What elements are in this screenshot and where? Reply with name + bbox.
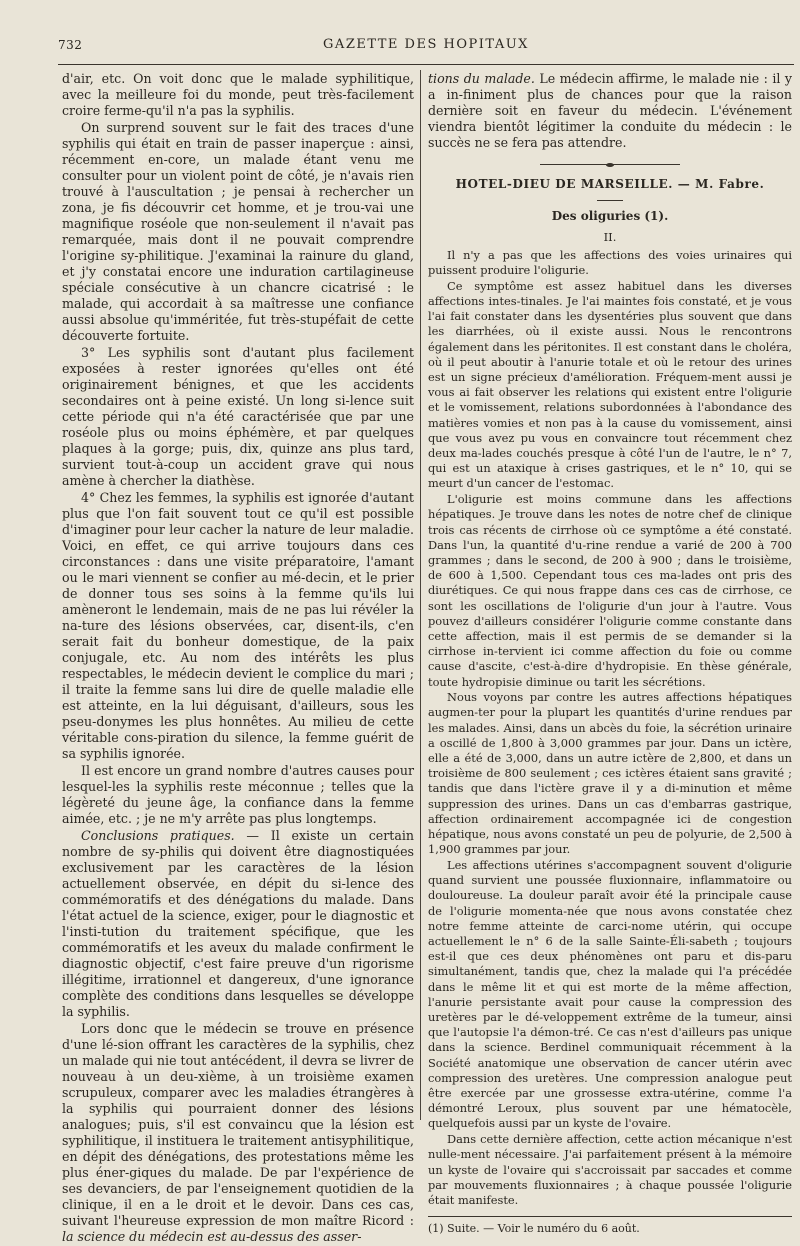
paragraph: Il est encore un grand nombre d'autres causes pour lesquel-les la syphilis reste méconnue ; telles que la légèreté du jeune âge, la confiance dans la femme aimée, etc. ; je ne m'y arrête pas plus longtemps. <box>62 763 414 827</box>
paragraph: 3° Les syphilis sont d'autant plus facilement exposées à rester ignorées qu'elles ont été originairement bénignes, et que les accidents secondaires ont à peine existé. Un long si-lence suit cette période qui n'a été caractérisée que par une roséole plus ou moins éphémère, et par quelques plaques à la gorge; puis, dix, quinze ans plus tard, survient tout-à-coup un accident grave qui nous amène à chercher la diathèse. <box>62 344 414 489</box>
continuation-italic: tions du malade. <box>428 71 535 86</box>
conclusions-text: — Il existe un certain nombre de sy-philis qui doivent être diagnostiquées exclusivement par les caractères de la lésion actuellement observée, en dépit du si-lence des commémoratifs et des dénégations du malade. Dans l'état actuel de la science, exiger, pour le diagnostic et l'insti-tution du traitement spécifique, que les commémoratifs et les aveux du malade confirment le diagnostic objectif, c'est faire preuve d'un rigorisme illégitime, irrationnel et dangereux, d'une ignorance complète des conditions dans lesquelles se développe la syphilis. <box>62 827 414 1020</box>
conclusions-label: Conclusions pratiques. <box>81 827 235 843</box>
paragraph: 4° Chez les femmes, la syphilis est ignorée d'autant plus que l'on fait souvent tout ce qu'il est possible d'imaginer pour leur cacher la nature de leur maladie. Voici, en effet, ce qui arrive toujours dans ces circonstances : dans une visite préparatoire, l'amant ou le mari viennent se confier au mé-decin, et le prier de donner tous ses soins à la femme qu'ils lui amèneront le lendemain, mais de ne pas lui révéler la na-ture des lésions observées, car, disent-ils, c'en serait fait du bonheur domestique, de la paix conjugale, etc. Au nom des intérêts les plus respectables, le médecin devient le complice du mari ; il traite la femme sans lui dire de quelle maladie elle est atteinte, en la lui déguisant, d'ailleurs, sous les pseu-donymes les plus honnêtes. Au milieu de cette véritable cons-piration du silence, la femme guérit de sa syphilis ignorée. <box>62 489 414 762</box>
continuation-block <box>428 71 792 151</box>
last-paragraph-text: Lors donc que le médecin se trouve en présence d'une lé-sion offrant les caractères de la syphilis, chez un malade qui nie tout antécédent, il devra se livrer de nouveau à un deu-xième, à un troisième examen scrupuleux, comparer avec les maladies étrangères à la syphilis qui pourraient donner des lésions analogues; puis, s'il est convaincu que la lésion est syphilitique, il instituera le traitement antisyphilitique, en dépit des dénégations, des protestations même les plus éner-giques du malade. De par l'expérience de ses devanciers, de par l'enseignement quotidien de la clinique, il en a le droit et le devoir. Dans ces cas, suivant l'heureuse expression de mon maître Ricord : <box>62 1020 414 1229</box>
section-separator <box>540 164 680 165</box>
ricord-quote: la science du médecin est au-dessus des asser- <box>62 1229 362 1245</box>
paragraph: On surprend souvent sur le fait des traces d'une syphilis qui était en train de passer inaperçue : ainsi, récemment en-core, un malade étant venu me consulter pour un violent point de côté, je n'avais rien trouvé à l'auscultation ; je pensai à rechercher un zona, je fis découvrir cet homme, et je trou-vai une magnifique roséole que non-seulement il n'avait pas remarquée, mais dont il ne pouvait comprendre l'origine sy-philitique. J'examinai la rainure du gland, et j'y constatai encore une induration cartilagineuse spéciale consécutive à un chancre cicatrisé : le malade, qui accordait à sa maîtresse une confiance aussi absolue qu'imméritée, fut très-stupéfait de cette découverte fortuite. <box>62 119 414 344</box>
left-column <box>62 71 414 1246</box>
part-number: II. <box>603 229 617 244</box>
journal-title: GAZETTE DES HOPITAUX <box>323 37 529 52</box>
footnote: (1) Suite. — Voir le numéro du 6 août. <box>428 1222 640 1236</box>
subsection-title: Des oliguries (1). <box>551 209 669 224</box>
paragraph: Il n'y a pas que les affections des voies urinaires qui puissent produire l'oligurie. <box>428 247 792 278</box>
page-number: 732 <box>58 38 83 52</box>
column-divider <box>420 70 421 1120</box>
conclusions-paragraph <box>62 828 414 1021</box>
section-title: HOTEL-DIEU DE MARSEILLE. — M. Fabre. <box>455 177 765 192</box>
paragraph: d'air, etc. On voit donc que le malade syphilitique, avec la meilleure foi du monde, peut très-facilement croire ferme-qu'il n'a pas la syphilis. <box>62 71 414 119</box>
paragraph: Ce symptôme est assez habituel dans les diverses affections intes-tinales. Je l'ai maintes fois constaté, et je vous l'ai fait constater dans les dysentéries plus souvent que dans les diarrhées, où il existe aussi. Nous le rencontrons également dans les péritonites. Il est constant dans le choléra, où il peut aboutir à l'anurie totale et où le retour des urines est un signe précieux d'amélioration. Fréquem-ment aussi je vous ai fait observer les relations qui existent entre l'oligurie et le vomissement, relations subordonnées à l'abondance des matières vomies et non pas à la cause du vomissement, ainsi que vous avez pu vous en convaincre tout récemment chez deux ma-lades couchés presque à côté l'un de l'autre, le n° 7, qui est un ataxique à crises gastriques, et le n° 10, qui se meurt d'un cancer de l'estomac. <box>428 278 792 491</box>
continuation-text: Le médecin affirme, le malade nie : il y a in-finiment plus de chances pour que la raison dernière soit en faveur du médecin. L'événement viendra bientôt légitimer la conduite du médecin : le succès ne se fera pas attendre. <box>428 71 792 151</box>
right-column <box>428 71 792 1237</box>
short-rule <box>597 200 623 201</box>
last-paragraph <box>62 1021 414 1246</box>
continuation-paragraph <box>428 71 792 151</box>
page-header <box>58 36 794 60</box>
paragraph: Dans cette dernière affection, cette action mécanique n'est nulle-ment nécessaire. J'ai parfaitement présent à la mémoire un kyste de l'ovaire qui s'accroissait par saccades et comme par mouvements fluxionnaires ; à chaque poussée l'oligurie était manifeste. <box>428 1132 792 1207</box>
paragraph: Nous voyons par contre les autres affections hépatiques augmen-ter pour la plupart les quantités d'urine rendues par les malades. Ainsi, dans un abcès du foie, la sécrétion urinaire a oscillé de 1,800 à 3,000 grammes par jour. Dans un ictère, elle a été de 3,000, dans un autre ictère de 2,800, et dans un troisième de 800 seulement ; ces ictères étaient sans gravité ; tandis que dans l'ictère grave il y a di-minution et même suppression des urines. Dans un cas d'embarras gastrique, affection ordinairement accompagnée ici de congestion hépatique, nous avons constaté un peu de polyurie, de 2,500 à 1,900 grammes par jour. <box>428 690 792 857</box>
header-rule <box>58 64 794 65</box>
paragraph: L'oligurie est moins commune dans les affections hépatiques. Je trouve dans les notes de notre chef de clinique trois cas récents de cirrhose où ce symptôme a été constaté. Dans l'un, la quantité d'u-rine rendue a varié de 200 à 700 grammes ; dans le second, de 200 à 900 ; dans le troisième, de 600 à 1,500. Cependant tous ces ma-lades ont pris des diurétiques. Ce qui nous frappe dans ces cas de cirrhose, ce sont les oscillations de l'oligurie d'un jour à l'autre. Vous pouvez d'ailleurs considérer l'oligurie comme constante dans cette affection, mais il est permis de se demander si la cirrhose in-tervient ici comme affection du foie ou comme cause d'ascite, c'est-à-dire d'hydropisie. En thèse générale, toute hydropisie diminue ou tarit les sécrétions. <box>428 492 792 689</box>
footnote-rule <box>428 1216 792 1217</box>
paragraph: Les affections utérines s'accompagnent souvent d'oligurie quand survient une poussée fluxionnaire, inflammatoire ou douloureuse. La douleur paraît avoir été la principale cause de l'oligurie momenta-née que nous avons constatée chez notre femme atteinte de carci-nome utérin, qui occupe actuellement le n° 6 de la salle Sainte-Éli-sabeth ; toujours est-il que ces deux phénomènes ont paru et dis-paru simultanément, tandis que, chez la malade qui l'a précédée dans le même lit et qui est morte de la même affection, l'anurie persistante avait pour cause la compression des uretères par le dé-veloppement extrême de la tumeur, ainsi que l'autopsie l'a démon-tré. Ce cas n'est d'ailleurs pas unique dans la science. Berdinel communiquait récemment à la Société anatomique une observation de cancer utérin avec compression des uretères. Une compression analogue peut être exercée par une grossesse extra-utérine, comme l'a démontré Leroux, plus souvent par une hématocèle, quelquefois aussi par un kyste de l'ovaire. <box>428 857 792 1131</box>
